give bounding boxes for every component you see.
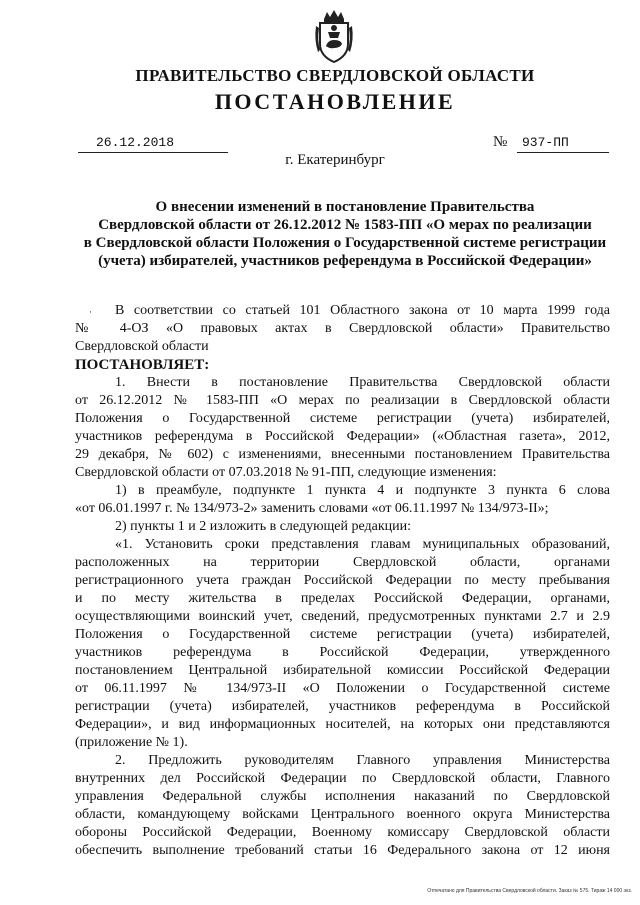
body-line: участников референдума в Российской Федерации» («Областная газета», 2012, <box>75 429 610 444</box>
body-line: В соответствии со статьей 101 Областного закона от 10 марта 1999 года <box>115 303 610 318</box>
body-line: 1) в преамбуле, подпункте 1 пункта 4 и подпункте 3 пункта 6 слова <box>115 483 610 498</box>
body-line: осуществляющими воинский учет, сведений, предусмотренных пунктами 2.7 и 2.9 <box>75 609 610 624</box>
body-line: Свердловской области <box>75 339 209 354</box>
document-date <box>78 135 228 153</box>
body-line: Положения о Государственной системе регистрации (учета) избирателей, <box>75 627 610 642</box>
document-title <box>70 198 620 270</box>
body-line: Федерации», и вид информационных носителей, на которых они представляются <box>75 717 610 732</box>
margin-mark: · <box>89 307 92 317</box>
body-line: обеспечить выполнение требований статьи 16 Федерального закона от 12 июня <box>75 843 610 858</box>
body-line: области, командующему войсками Центрального военного округа Министерства <box>75 807 610 822</box>
body-line: и по месту жительства в пределах Российской Федерации, органами, <box>75 591 610 606</box>
body-line: «от 06.01.1997 г. № 134/973-2» заменить словами «от 06.11.1997 № 134/973-II»; <box>75 501 549 516</box>
body-line: «1. Установить сроки представления главам муниципальных образований, <box>115 537 610 552</box>
body-line: регистрации (учета) избирателей, участников референдума в Российской <box>75 699 610 714</box>
resolution-heading: ПОСТАНОВЛЯЕТ: <box>75 357 210 373</box>
body-line: обороны Российской Федерации, Военному комиссару Свердловской области <box>75 825 610 840</box>
number-value: 937-ПП <box>522 135 569 150</box>
body-line: Положения о Государственной системе регистрации (учета) избирателей, <box>75 411 610 426</box>
body-line: от 26.12.2012 № 1583-ПП «О мерах по реализации в Свердловской области <box>75 393 610 408</box>
title-line: (учета) избирателей, участников референдума в Российской Федерации» <box>98 253 592 269</box>
body-line: 2. Предложить руководителям Главного управления Министерства <box>115 753 610 768</box>
body-line: постановлением Центральной избирательной комиссии Российской Федерации <box>75 663 610 678</box>
date-value: 26.12.2018 <box>96 135 175 150</box>
coat-of-arms-icon <box>314 10 354 64</box>
body-line: 29 декабря, № 602) с изменениями, внесенными постановлением Правительства <box>75 447 610 462</box>
body-line: расположенных на территории Свердловской области, органами <box>75 555 610 570</box>
title-line: Свердловской области от 26.12.2012 № 1583-ПП «О мерах по реализации <box>98 217 592 233</box>
print-footer: Отпечатано для Правительства Свердловской области. Заказ № 575. Тираж 14 000 экз. <box>427 888 632 894</box>
body-line: 2) пункты 1 и 2 изложить в следующей редакции: <box>115 519 412 534</box>
body-line: регистрационного учета граждан Российской Федерации по месту пребывания <box>75 573 610 588</box>
body-line: № 4-ОЗ «О правовых актах в Свердловской области» Правительство <box>75 321 610 336</box>
body-line: управления Федеральной службы исполнения наказаний по Свердловской <box>75 789 610 804</box>
body-line: от 06.11.1997 № 134/973-II «О Положении о Государственной системе <box>75 681 610 696</box>
number-sign: № <box>493 134 508 150</box>
body-line: (приложение № 1). <box>75 735 188 750</box>
body-line: 1. Внести в постановление Правительства Свердловской области <box>115 375 610 390</box>
government-name: ПРАВИТЕЛЬСТВО СВЕРДЛОВСКОЙ ОБЛАСТИ <box>135 66 535 85</box>
document-number <box>517 135 609 153</box>
document-type: ПОСТАНОВЛЕНИЕ <box>214 89 456 114</box>
body-line: участников референдума в Российской Федерации, утвержденного <box>75 645 610 660</box>
city: г. Екатеринбург <box>285 152 385 168</box>
title-line: в Свердловской области Положения о Государственной системе регистрации <box>83 235 607 251</box>
document-body <box>75 302 610 860</box>
body-line: Свердловской области от 07.03.2018 № 91-ПП, следующие изменения: <box>75 465 497 480</box>
title-line: О внесении изменений в постановление Правительства <box>155 199 535 215</box>
body-line: внутренних дел Российской Федерации по Свердловской области, Главного <box>75 771 610 786</box>
